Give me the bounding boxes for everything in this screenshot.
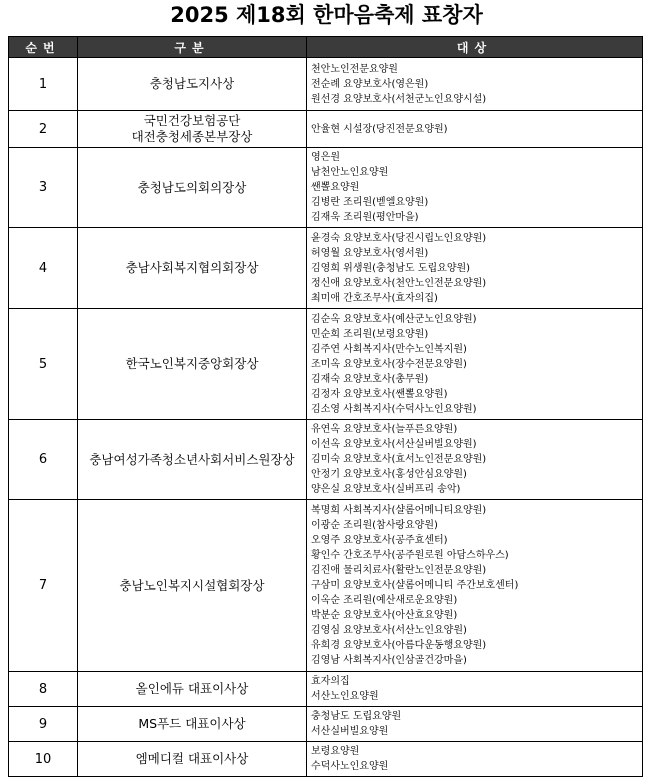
recipient-entry: 유희경 요양보호사(아름다운동행요양원) bbox=[311, 640, 487, 651]
award-category-line: 한국노인복지중앙회장상 bbox=[125, 356, 259, 371]
award-recipients bbox=[307, 500, 643, 672]
row-number: 1 bbox=[9, 58, 78, 111]
recipient-entry: 서산실버빌요양원 bbox=[311, 726, 389, 737]
award-category bbox=[78, 309, 307, 420]
row-number: 2 bbox=[9, 111, 78, 148]
table-row bbox=[9, 707, 643, 742]
recipient-entry: 쌘뽈요양원 bbox=[311, 182, 360, 193]
recipient-entry: 김미숙 요양보호사(효서노인전문요양원) bbox=[311, 454, 487, 465]
award-category-line: 충남노인복지시설협회장상 bbox=[119, 577, 265, 593]
recipient-entry: 민순희 조리원(보령요양원) bbox=[311, 328, 429, 340]
recipient-entry: 서산노인요양원 bbox=[311, 691, 379, 702]
award-category bbox=[78, 111, 307, 148]
recipient-entry: 영은원 bbox=[311, 152, 340, 163]
row-number: 9 bbox=[9, 707, 78, 742]
award-recipients bbox=[307, 672, 643, 707]
recipient-entry: 이선옥 요양보호사(서산실버빌요양원) bbox=[311, 439, 477, 450]
award-category bbox=[78, 228, 307, 309]
award-category-line: MS푸드 대표이사상 bbox=[138, 716, 246, 731]
recipient-entry: 김병란 조리원(벧엘요양원) bbox=[311, 197, 429, 208]
recipient-entry: 황인수 간호조무사(공주원로원 아담스하우스) bbox=[311, 550, 509, 561]
recipient-entry: 오영주 요양보호사(공주효센터) bbox=[311, 535, 448, 546]
recipient-entry: 전순례 요양보호사(영은원) bbox=[311, 78, 429, 90]
recipient-entry: 김정자 요양보호사(쌘뽈요양원) bbox=[311, 388, 448, 400]
awardees-table bbox=[8, 36, 643, 777]
recipient-entry: 김재욱 조리원(평안마을) bbox=[311, 212, 419, 223]
row-number: 7 bbox=[9, 500, 78, 672]
award-category bbox=[78, 500, 307, 672]
recipient-entry: 천안노인전문요양원 bbox=[311, 63, 398, 75]
award-category-line: 올인에듀 대표이사상 bbox=[135, 681, 249, 696]
recipient-entry: 이옥순 조리원(예산새로운요양원) bbox=[311, 595, 458, 606]
recipient-entry: 구삼미 요양보호사(샬롬어메니티 주간보호센터) bbox=[311, 580, 519, 591]
table-row bbox=[9, 228, 643, 309]
recipient-entry: 조미옥 요양보호사(장수전문요양원) bbox=[311, 358, 467, 370]
table-row bbox=[9, 672, 643, 707]
award-category bbox=[78, 707, 307, 742]
award-category bbox=[78, 58, 307, 111]
recipient-entry: 김주연 사회복지사(만수노인복지원) bbox=[311, 343, 467, 355]
award-recipients bbox=[307, 228, 643, 309]
recipient-entry: 충청남도 도립요양원 bbox=[311, 711, 402, 722]
recipient-entry: 김소영 사회복지사(수덕사노인요양원) bbox=[311, 403, 477, 415]
recipient-entry: 김영희 위생원(충청남도 도립요양원) bbox=[311, 262, 471, 274]
award-recipients bbox=[307, 420, 643, 500]
row-number: 4 bbox=[9, 228, 78, 309]
award-category-line: 충청남도지사상 bbox=[149, 76, 235, 91]
recipient-entry: 안정기 요양보호사(홍성안심요양원) bbox=[311, 469, 467, 480]
award-recipients bbox=[307, 111, 643, 148]
recipient-entry: 박분순 요양보호사(아산효요양원) bbox=[311, 610, 458, 621]
table-row bbox=[9, 742, 643, 777]
row-number: 10 bbox=[9, 742, 78, 777]
table-row bbox=[9, 500, 643, 672]
header-target: 대상 bbox=[307, 37, 643, 58]
recipient-entry: 수덕사노인요양원 bbox=[311, 761, 389, 772]
row-number: 8 bbox=[9, 672, 78, 707]
recipient-entry: 유연옥 요양보호사(늘푸른요양원) bbox=[311, 424, 458, 435]
row-number: 3 bbox=[9, 148, 78, 228]
recipient-entry: 윤경숙 요양보호사(당진시립노인요양원) bbox=[311, 232, 487, 244]
row-number: 5 bbox=[9, 309, 78, 420]
recipient-entry: 양은실 요양보호사(실버프리 송악) bbox=[311, 484, 461, 495]
award-category-line: 충남사회복지협의회장상 bbox=[125, 260, 259, 275]
award-category-line: 국민건강보험공단 bbox=[143, 113, 241, 128]
recipient-entry: 김진애 물리치료사(활란노인전문요양원) bbox=[311, 565, 487, 576]
award-category-line: 엠메디컬 대표이사상 bbox=[135, 751, 249, 766]
award-category-line: 충남여성가족청소년사회서비스원장상 bbox=[89, 451, 295, 467]
page-title: 2025 제18회 한마음축제 표창자 bbox=[170, 3, 483, 27]
award-category bbox=[78, 420, 307, 500]
award-category-line: 충청남도의회의장상 bbox=[137, 179, 247, 195]
award-recipients bbox=[307, 742, 643, 777]
recipient-entry: 김영남 사회복지사(인삼골건강마을) bbox=[311, 655, 467, 666]
table-row bbox=[9, 420, 643, 500]
recipient-entry: 안율현 시설장(당진전문요양원) bbox=[311, 123, 448, 135]
award-category bbox=[78, 742, 307, 777]
header-category: 구분 bbox=[78, 37, 307, 58]
table-row bbox=[9, 148, 643, 228]
table-row bbox=[9, 309, 643, 420]
recipient-entry: 김재숙 요양보호사(총무원) bbox=[311, 373, 429, 385]
table-body bbox=[9, 58, 643, 777]
award-category bbox=[78, 148, 307, 228]
header-no: 순번 bbox=[9, 37, 78, 58]
recipient-entry: 효자의집 bbox=[311, 676, 350, 687]
recipient-entry: 허영월 요양보호사(영서원) bbox=[311, 247, 429, 259]
recipient-entry: 남천안노인요양원 bbox=[311, 167, 389, 178]
award-recipients bbox=[307, 309, 643, 420]
table-row bbox=[9, 58, 643, 111]
recipient-entry: 정신애 요양보호사(천안노인전문요양원) bbox=[311, 277, 487, 289]
award-category-line: 대전충청세종본부장상 bbox=[131, 129, 253, 144]
recipient-entry: 보령요양원 bbox=[311, 746, 360, 757]
recipient-entry: 원선경 요양보호사(서천군노인요양시설) bbox=[311, 93, 487, 105]
recipient-entry: 김영심 요양보호사(서산노인요양원) bbox=[311, 625, 467, 636]
table-header-row bbox=[9, 37, 643, 58]
award-recipients bbox=[307, 58, 643, 111]
recipient-entry: 김순옥 요양보호사(예산군노인요양원) bbox=[311, 313, 477, 325]
recipient-entry: 복명희 사회복지사(샬롬어메니티요양원) bbox=[311, 505, 487, 516]
recipient-entry: 이광순 조리원(참사랑요양원) bbox=[311, 520, 438, 531]
table-row bbox=[9, 111, 643, 148]
award-category bbox=[78, 672, 307, 707]
award-recipients bbox=[307, 148, 643, 228]
award-recipients bbox=[307, 707, 643, 742]
row-number: 6 bbox=[9, 420, 78, 500]
recipient-entry: 최미애 간호조무사(효자의집) bbox=[311, 292, 438, 304]
